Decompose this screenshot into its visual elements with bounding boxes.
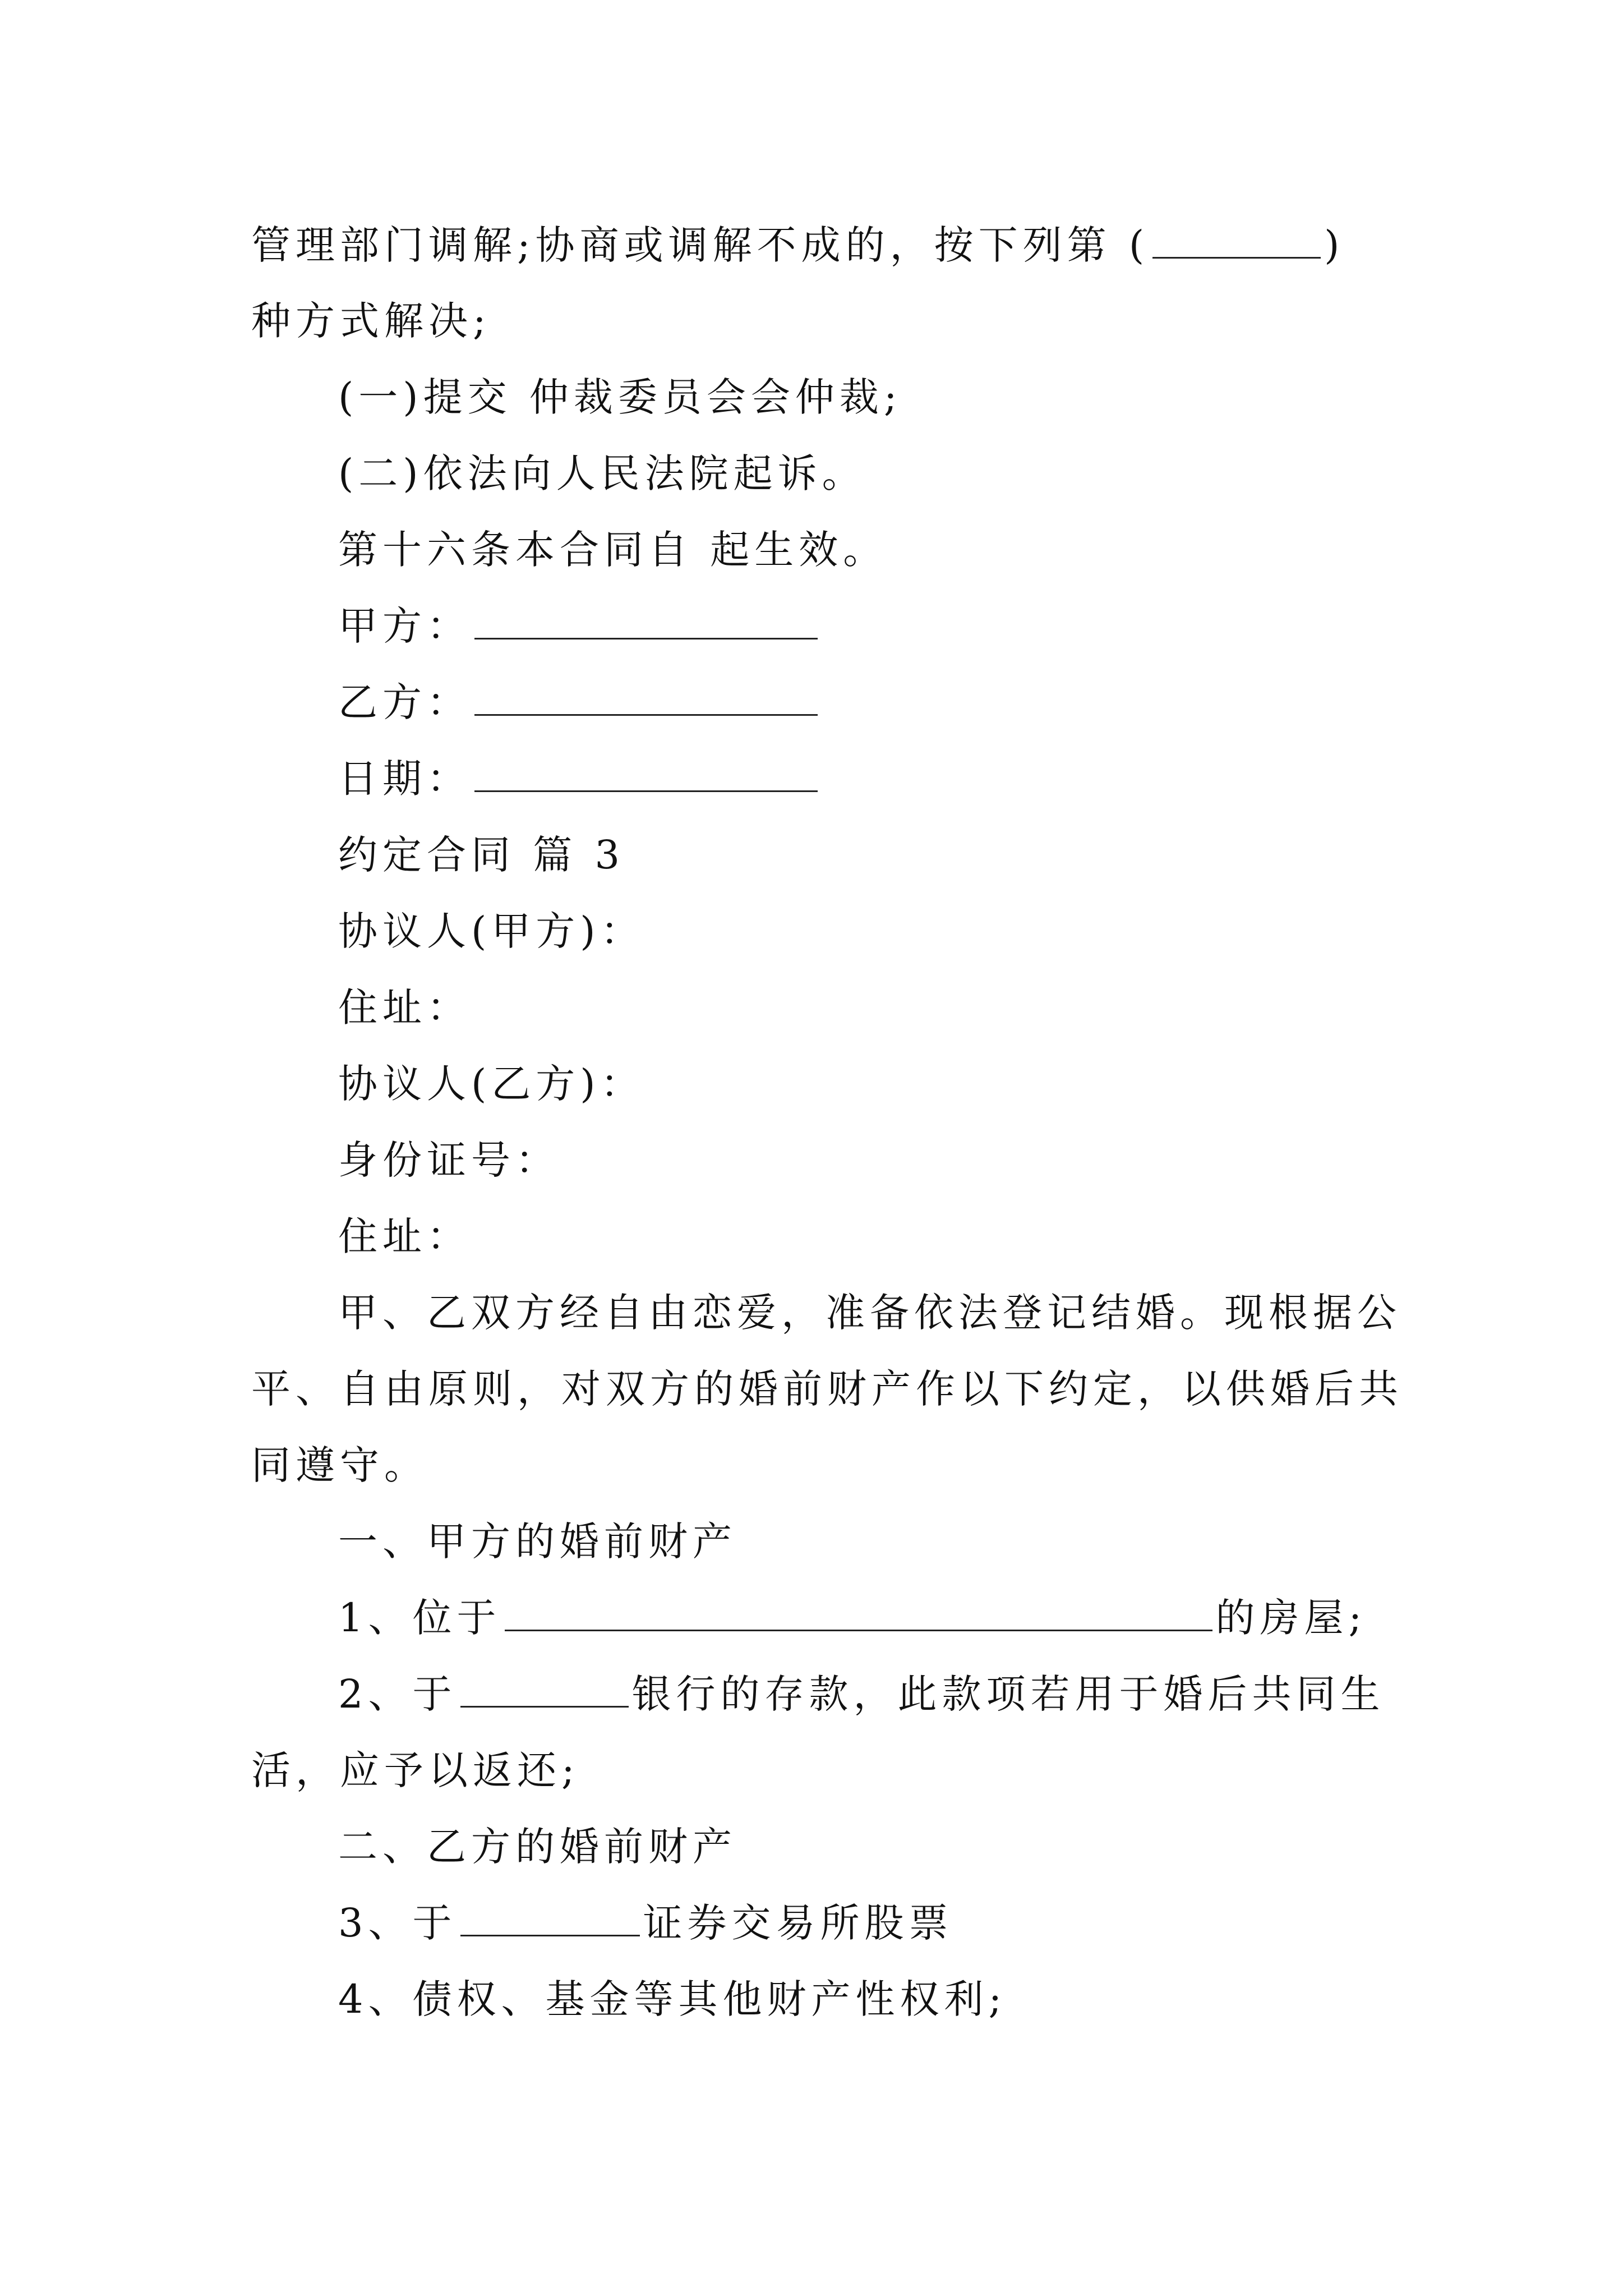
text-line: 管理部门调解;协商或调解不成的，按下列第 ( ) — [251, 222, 1345, 268]
text-line: 住址： — [338, 984, 471, 1030]
text-line: 活，应予以返还; — [251, 1747, 580, 1793]
signature-line: 乙方： — [338, 674, 821, 730]
blank-field — [505, 1600, 1212, 1631]
text-line: 协议人(乙方)： — [338, 1061, 645, 1107]
text-line: 种方式解决; — [251, 298, 491, 344]
text-line: 一、甲方的婚前财产 — [338, 1519, 737, 1565]
text-line: 住址： — [338, 1213, 471, 1259]
blank-field — [1152, 228, 1321, 259]
section-heading: 约定合同 篇 3 — [338, 832, 625, 878]
text-line: 身份证号： — [338, 1137, 560, 1183]
text-line: 4、债权、基金等其他财产性权利; — [338, 1976, 1007, 2022]
text-line: 甲、乙双方经自由恋爱，准备依法登记结婚。现根据公 — [338, 1290, 1401, 1336]
text-line: 二、乙方的婚前财产 — [338, 1824, 737, 1870]
blank-field — [474, 685, 818, 716]
text-line: (一)提交 仲裁委员会会仲裁; — [338, 374, 902, 420]
text-line: 第十六条本合同自 起生效。 — [338, 527, 888, 573]
text-line: (二)依法向人民法院起诉。 — [338, 450, 866, 496]
text-line: 平、自由原则，对双方的婚前财产作以下约定，以供婚后共 — [251, 1366, 1403, 1412]
text-line: 同遵守。 — [251, 1442, 428, 1488]
text-line: 2、于 银行的存款，此款项若用于婚后共同生 — [338, 1671, 1385, 1717]
blank-field — [460, 1906, 640, 1936]
text-line: 3、于 证券交易所股票 — [338, 1900, 953, 1946]
blank-field — [460, 1677, 629, 1708]
signature-line: 日期： — [338, 751, 821, 807]
text-line: 1、位于 的房屋; — [338, 1595, 1367, 1641]
blank-field — [474, 761, 818, 792]
signature-line: 甲方： — [338, 598, 821, 654]
blank-field — [474, 609, 818, 639]
text-line: 协议人(甲方)： — [338, 908, 645, 954]
